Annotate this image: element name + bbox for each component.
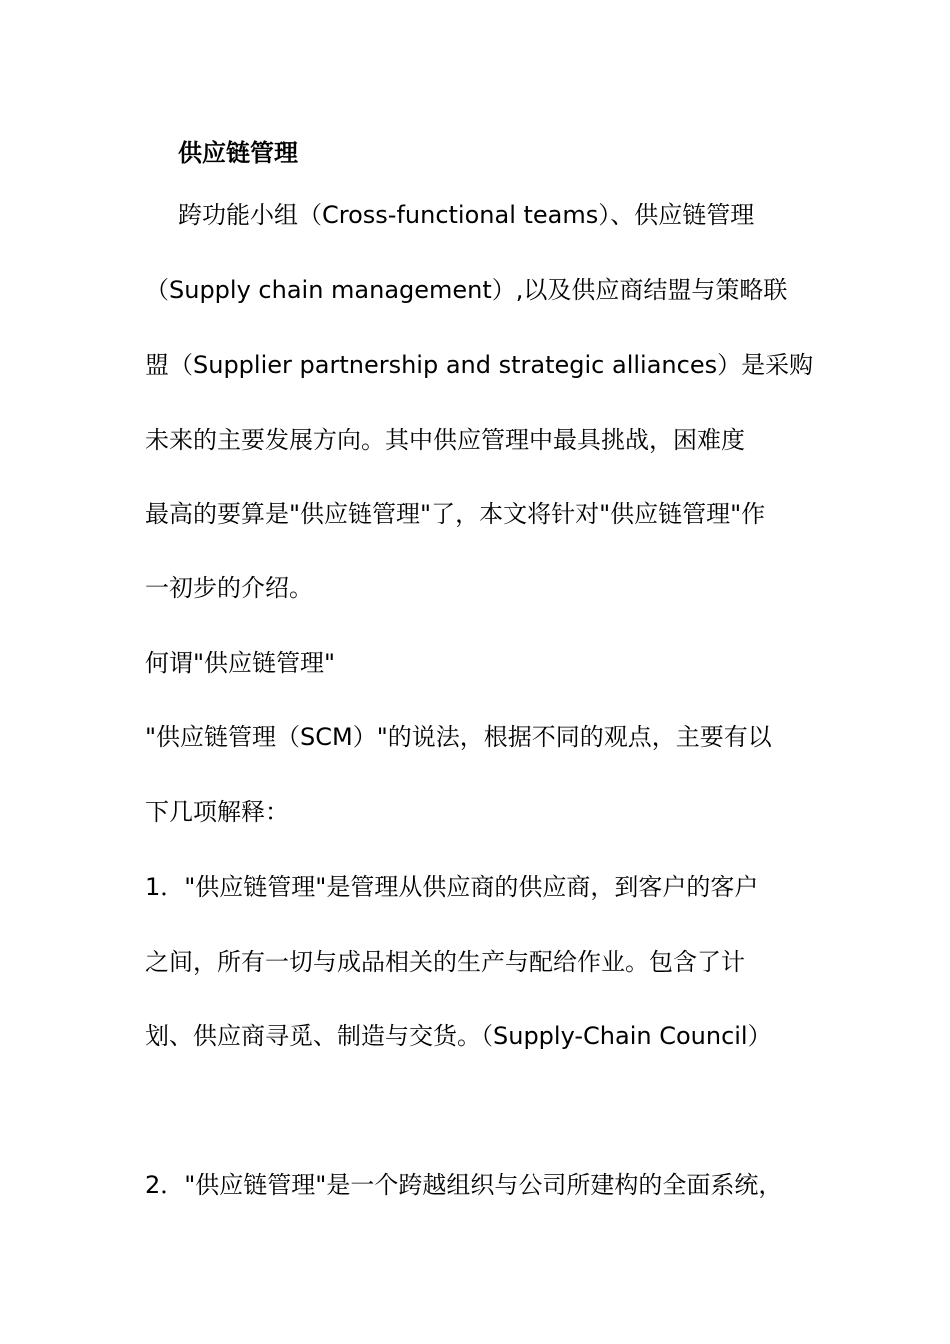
paragraph-line: 未来的主要发展方向。其中供应管理中最具挑战，困难度 <box>145 426 745 454</box>
paragraph-line: 下几项解释： <box>145 798 289 826</box>
document-title: 供应链管理 <box>178 139 298 167</box>
paragraph-line: 盟（Supplier partnership and strategic alliances）是采购 <box>145 351 814 379</box>
list-item-line: 2．"供应链管理"是一个跨越组织与公司所建构的全面系统， <box>145 1171 783 1199</box>
list-item-line: 1．"供应链管理"是管理从供应商的供应商，到客户的客户 <box>145 873 759 901</box>
paragraph-line: 最高的要算是"供应链管理"了，本文将针对"供应链管理"作 <box>145 500 766 528</box>
list-item-line: 之间，所有一切与成品相关的生产与配给作业。包含了计 <box>145 948 745 976</box>
section-heading: 何谓"供应链管理" <box>145 649 336 677</box>
paragraph-line: （Supply chain management）,以及供应商结盟与策略联 <box>145 276 788 304</box>
paragraph-line: "供应链管理（SCM）"的说法，根据不同的观点，主要有以 <box>145 723 772 751</box>
paragraph-line: 一初步的介绍。 <box>145 574 313 602</box>
paragraph-line: 跨功能小组（Cross-functional teams）、供应链管理 <box>178 201 755 229</box>
list-item-line: 划、供应商寻觅、制造与交货。（Supply-Chain Council） <box>145 1022 772 1050</box>
